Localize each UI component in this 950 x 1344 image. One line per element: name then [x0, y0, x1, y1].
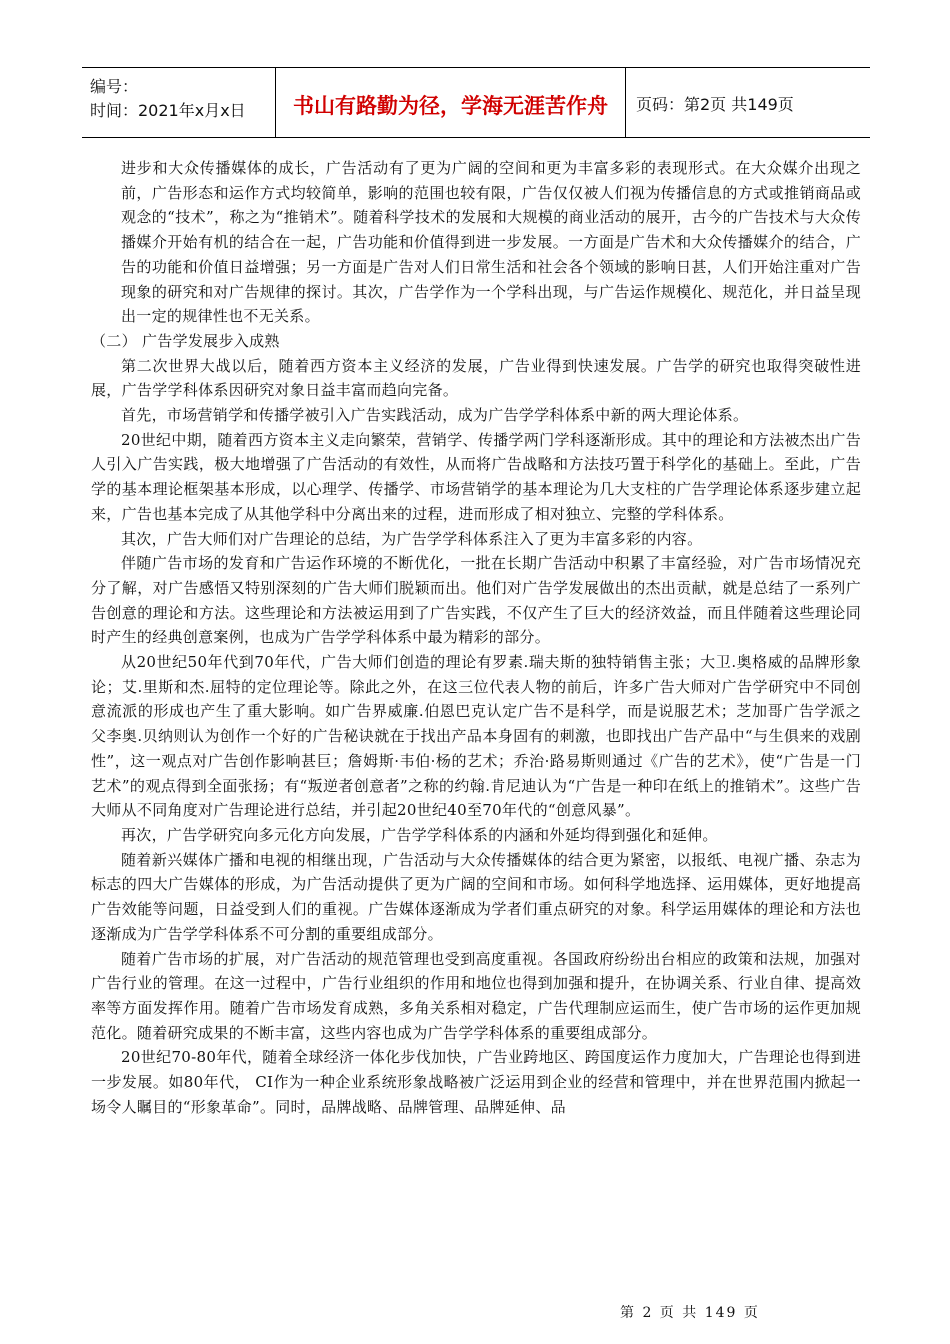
paragraph: 20世纪70-80年代，随着全球经济一体化步伐加快，广告业跨地区、跨国度运作力度加大，广告理论也得到进一步发展。如80年代， CI作为一种企业系统形象战略被广泛运用到企业的经营和管理中，并在世界范围内掀起一场令人瞩目的“形象革命”。同时，品牌战略、品牌管理、品牌延伸、品	[91, 1048, 861, 1116]
page-header	[82, 67, 870, 138]
paragraph: 再次，广告学研究向多元化方向发展，广告学学科体系的内涵和外延均得到强化和延伸。	[121, 825, 718, 844]
header-motto-cell	[276, 68, 626, 137]
paragraph: 从20世纪50年代到70年代，广告大师们创造的理论有罗素.瑞夫斯的独特销售主张；大卫.奥格威的品牌形象论；艾.里斯和杰.屈特的定位理论等。除此之外，在这三位代表人物的前后，许多广告大师对广告学研究中不同创意流派的形成也产生了重大影响。如广告界威廉.伯恩巴克认定广告不是科学，而是说服艺术；芝加哥广告学派之父李奥.贝纳则认为创作一个好的广告秘诀就在于找出产品本身固有的刺激，也即找出广告产品中“与生俱来的戏剧性”，这一观点对广告创作影响甚巨；詹姆斯·韦伯·杨的艺术；乔治·路易斯则通过《广告的艺术》，使“广告是一门艺术”的观点得到全面张扬；有“叛逆者创意者”之称的约翰.肯尼迪认为“广告是一种印在纸上的推销术”。这些广告大师从不同角度对广告理论进行总结，并引起20世纪40至70年代的“创意风暴”。	[91, 653, 861, 820]
document-date-label: 时间：2021年x月x日	[90, 101, 246, 120]
document-number-label: 编号：	[90, 77, 139, 96]
paragraph: 其次，广告大师们对广告理论的总结，为广告学学科体系注入了更为丰富多彩的内容。	[121, 529, 703, 548]
page-footer: 第 2 页 共 149 页	[620, 1305, 760, 1321]
header-page-info: 页码：第2页 共149页	[636, 95, 794, 114]
header-info-cell	[82, 68, 276, 137]
paragraph: 第二次世界大战以后，随着西方资本主义经济的发展，广告业得到快速发展。广告学的研究也取得突破性进展，广告学学科体系因研究对象日益丰富而趋向完备。	[91, 356, 861, 400]
paragraph: 伴随广告市场的发育和广告运作环境的不断优化，一批在长期广告活动中积累了丰富经验，对广告市场情况充分了解，对广告感悟又特别深刻的广告大师们脱颖而出。他们对广告学发展做出的杰出贡献，就是总结了一系列广告创意的理论和方法。这些理论和方法被运用到了广告实践，不仅产生了巨大的经济效益，而且伴随着这些理论同时产生的经典创意案例，也成为广告学学科体系中最为精彩的部分。	[91, 554, 861, 647]
paragraph: 随着新兴媒体广播和电视的相继出现，广告活动与大众传播媒体的结合更为紧密，以报纸、电视广播、杂志为标志的四大广告媒体的形成，为广告活动提供了更为广阔的空间和市场。如何科学地选择、运用媒体，更好地提高广告效能等问题，日益受到人们的重视。广告媒体逐渐成为学者们重点研究的对象。科学运用媒体的理论和方法也逐渐成为广告学学科体系不可分割的重要组成部分。	[91, 850, 861, 943]
paragraph-continuation: 进步和大众传播媒体的成长，广告活动有了更为广阔的空间和更为丰富多彩的表现形式。在大众媒介出现之前，广告形态和运作方式均较简单，影响的范围也较有限，广告仅仅被人们视为传播信息的方式或推销商品或观念的“技术”，称之为“推销术”。随着科学技术的发展和大规模的商业活动的展开，古今的广告技术与大众传播媒介开始有机的结合在一起，广告功能和价值得到进一步发展。一方面是广告术和大众传播媒介的结合，广告的功能和价值日益增强；另一方面是广告对人们日常生活和社会各个领域的影响日甚，人们开始注重对广告现象的研究和对广告规律的探讨。其次，广告学作为一个学科出现，与广告运作规模化、规范化，并日益呈现出一定的规律性也不无关系。	[121, 159, 861, 326]
document-body	[91, 156, 861, 1119]
paragraph: 随着广告市场的扩展，对广告活动的规范管理也受到高度重视。各国政府纷纷出台相应的政策和法规，加强对广告行业的管理。在这一过程中，广告行业组织的作用和地位也得到加强和提升，在协调关系、行业自律、提高效率等方面发挥作用。随着广告市场发育成熟，多角关系相对稳定，广告代理制应运而生，使广告市场的运作更加规范化。随着研究成果的不断丰富，这些内容也成为广告学学科体系的重要组成部分。	[91, 949, 861, 1042]
header-page-cell	[626, 68, 870, 137]
paragraph: 20世纪中期，随着西方资本主义走向繁荣，营销学、传播学两门学科逐渐形成。其中的理论和方法被杰出广告人引入广告实践，极大地增强了广告活动的有效性，从而将广告战略和方法技巧置于科学化的基础上。至此，广告学的基本理论框架基本形成，以心理学、传播学、市场营销学的基本理论为几大支柱的广告学理论体系逐步建立起来，广告也基本完成了从其他学科中分离出来的过程，进而形成了相对独立、完整的学科体系。	[91, 430, 861, 523]
header-motto: 书山有路勤为径，学海无涯苦作舟	[293, 94, 608, 118]
paragraph: 首先，市场营销学和传播学被引入广告实践活动，成为广告学学科体系中新的两大理论体系。	[121, 406, 749, 425]
section-heading: （二） 广告学发展步入成熟	[91, 331, 280, 350]
